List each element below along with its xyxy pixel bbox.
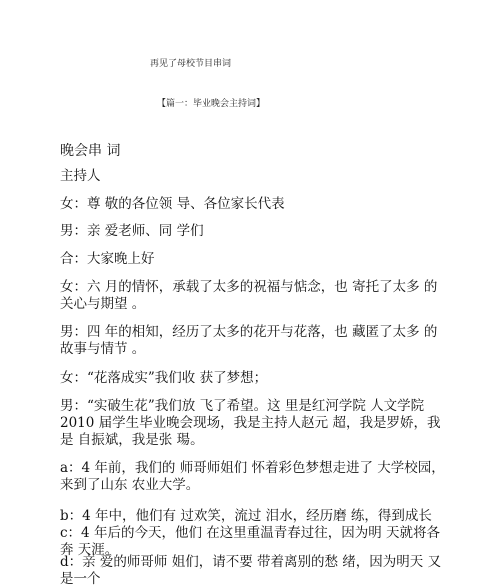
document-title: 再见了母校节目串词	[150, 59, 232, 69]
paragraph-together: 合：大家晚上好	[60, 251, 155, 267]
paragraph-male-greeting: 男：亲 爱老师、同 学们	[60, 223, 204, 239]
paragraph-female-greeting: 女：尊 敬的各位领 导、各位家长代表	[60, 196, 285, 212]
paragraph-heading: 晚会串 词	[60, 143, 121, 159]
paragraph-june: 女：六 月的情怀，承载了太多的祝福与惦念，也 寄托了太多 的关心与期望 。	[60, 279, 438, 312]
paragraph-hope: 男：“实破生花”我们放 飞了希望。这 里是红河学院 人文学院 2010 届学生毕业晚会现场，我是主持人赵元 超，我是罗娇，我是 自振斌，我是张 瑒。	[60, 398, 441, 448]
paragraph-a: a：4 年前，我们的 师哥师姐们 怀着彩色梦想走进了 大学校园，来到了山东 农业大学。	[60, 460, 445, 493]
paragraph-hosts: 主持人	[60, 168, 101, 184]
section-label: 【篇一：毕业晚会主持词】	[157, 99, 266, 109]
paragraph-four-years: 男：四 年的相知，经历了太多的花开与花落，也 藏匿了太多 的故事与情节 。	[60, 324, 438, 357]
paragraph-d: d：亲 爱的师哥师 姐们，请不要 带着离别的愁 绪，因为明天 又是一个	[60, 554, 442, 587]
paragraph-dream: 女：“花落成实”我们收 获了梦想；	[60, 370, 268, 386]
paragraph-b: b：4 年中，他们有 过欢笑，流过 泪水，经历磨 练，得到成长 c：4 年后的今天，他们 在这里重温青春过往，因为明 天就将各奔 天涯。	[60, 508, 441, 558]
